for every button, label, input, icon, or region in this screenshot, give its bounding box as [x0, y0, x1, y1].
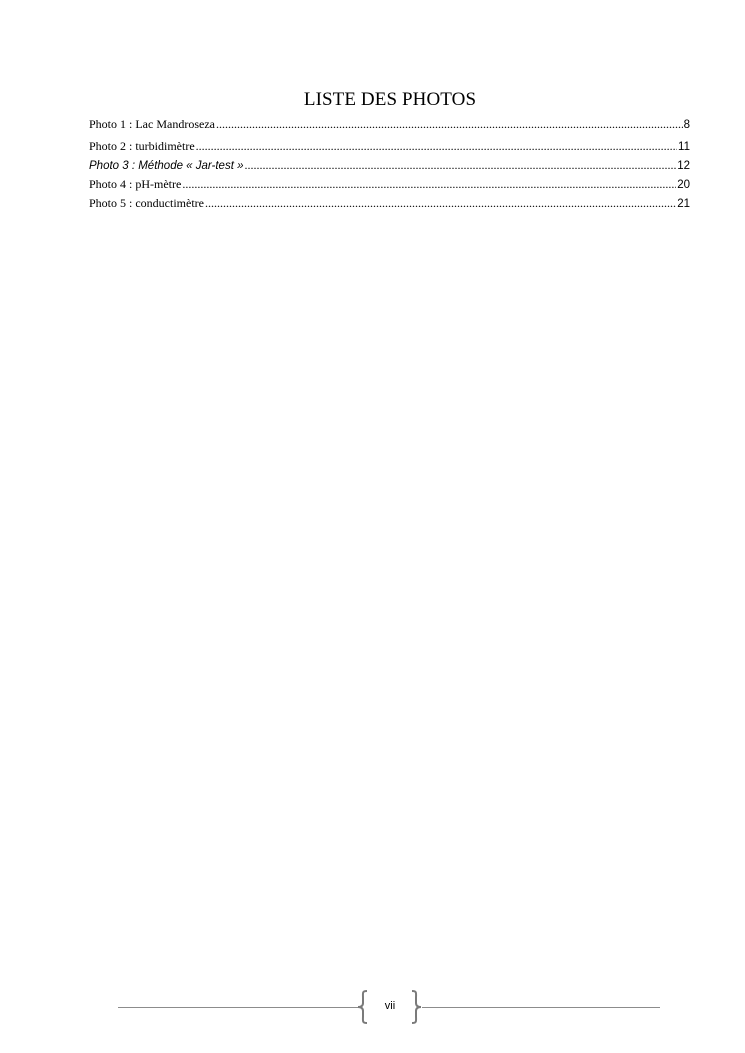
dot-leader: [245, 156, 677, 174]
page-footer: [0, 990, 745, 1030]
dot-leader: [216, 115, 683, 133]
entry-label: Photo 3 : Méthode « Jar-test »: [89, 160, 244, 172]
list-item[interactable]: [89, 115, 690, 134]
entry-page-number: 8: [683, 119, 690, 131]
dot-leader: [196, 137, 677, 155]
entry-label: Photo 5 : conductimètre: [89, 196, 204, 210]
entry-page-number: 12: [677, 160, 690, 172]
list-item[interactable]: [89, 137, 690, 156]
footer-rule-right: [422, 1007, 660, 1008]
left-brace-icon: [357, 990, 369, 1024]
entry-label: Photo 4 : pH-mètre: [89, 177, 182, 191]
right-brace-icon: [410, 990, 422, 1024]
list-item[interactable]: [89, 175, 690, 194]
entry-label: Photo 2 : turbidimètre: [89, 139, 195, 153]
page-title: LISTE DES PHOTOS: [303, 89, 477, 110]
entry-page-number: 20: [677, 179, 690, 191]
dot-leader: [205, 194, 676, 212]
entry-page-number: 11: [678, 141, 690, 153]
photo-list: [89, 115, 690, 213]
page-number: vii: [384, 1000, 396, 1012]
entry-label: Photo 1 : Lac Mandroseza: [89, 117, 215, 131]
dot-leader: [182, 175, 676, 193]
list-item[interactable]: [89, 156, 690, 175]
footer-rule-left: [118, 1007, 358, 1008]
entry-page-number: 21: [677, 198, 690, 210]
list-item[interactable]: [89, 194, 690, 213]
